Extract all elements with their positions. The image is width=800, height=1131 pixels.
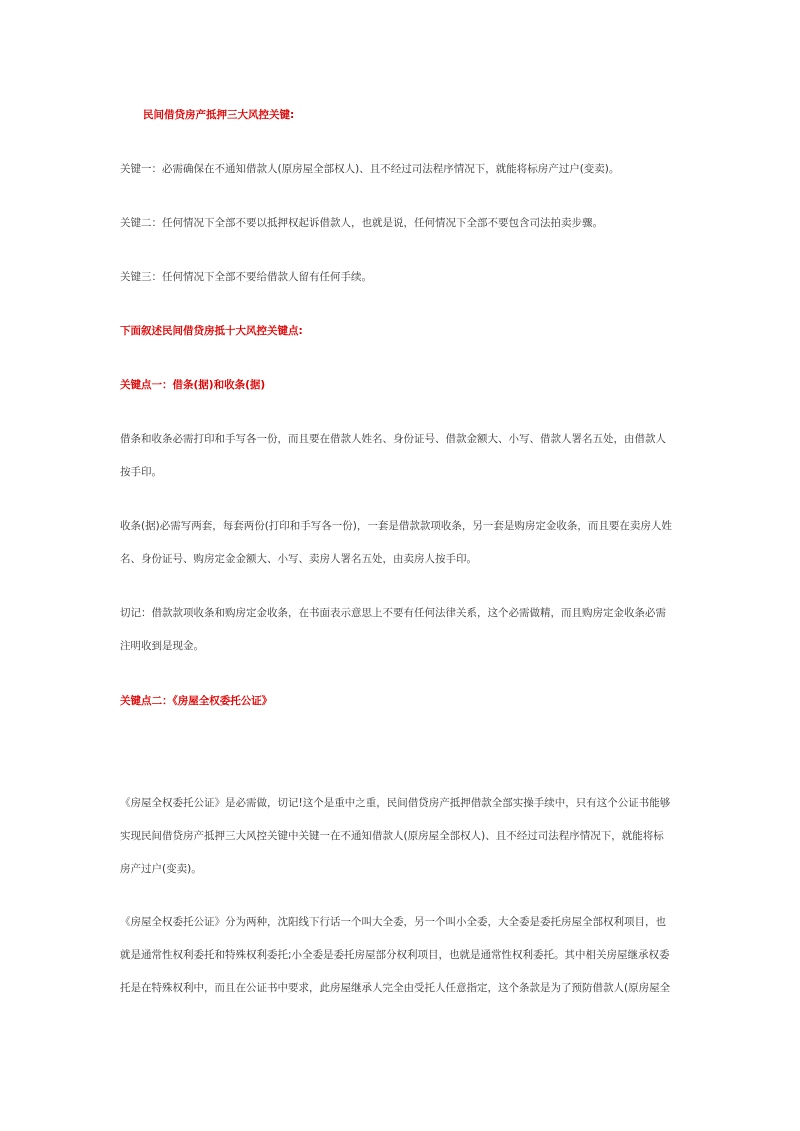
key-two-text: 关键二：任何情况下全部不要以抵押权起诉借款人，也就是说，任何情况下全部不要包含司法拍卖步骤。 [120, 217, 603, 229]
paragraph-line: 借条和收条必需打印和手写各一份，而且要在借款人姓名、身份证号、借款金额大、小写、借款人署名五处，由借款人 [120, 433, 666, 445]
key-one-text: 关键一：必需确保在不通知借款人(原房屋全部权人)、且不经过司法程序情况下，就能将标房产过户(变卖)。 [120, 163, 620, 175]
point-one-heading: 关键点一：借条(据)和收条(据) [120, 379, 266, 391]
key-three-text: 关键三：任何情况下全部不要给借款人留有任何手续。 [120, 271, 372, 283]
section-heading: 下面叙述民间借贷房抵十大风控关键点: [120, 325, 303, 337]
paragraph-line: 《房屋全权委托公证》分为两种，沈阳线下行话一个叫大全委，另一个叫小全委，大全委是委托房屋全部权利项目，也 [120, 916, 666, 928]
paragraph-line: 切记：借款款项收条和购房定金收条，在书面表示意思上不要有任何法律关系，这个必需做精，而且购房定金收条必需 [120, 607, 666, 619]
paragraph-line: 托是在特殊权利中，而且在公证书中要求，此房屋继承人完全由受托人任意指定，这个条款是为了预防借款人(原房屋全 [120, 982, 671, 994]
paragraph-line: 《房屋全权委托公证》是必需做，切记!这个是重中之重，民间借贷房产抵押借款全部实操手续中，只有这个公证书能够 [120, 797, 671, 809]
paragraph-line: 名、身份证号、购房定金金额大、小写、卖房人署名五处，由卖房人按手印。 [120, 553, 477, 565]
paragraph-line: 注明收到是现金。 [120, 640, 204, 652]
document-title: 民间借贷房产抵押三大风控关键: [143, 109, 295, 121]
paragraph-line: 房产过户(变卖)。 [120, 863, 202, 875]
paragraph-line: 就是通常性权利委托和特殊权利委托;小全委是委托房屋部分权利项目，也就是通常性权利委托。其中相关房屋继承权委 [120, 949, 670, 961]
paragraph-line: 按手印。 [120, 466, 162, 478]
point-two-heading: 关键点二：《房屋全权委托公证》 [120, 695, 273, 707]
paragraph-line: 收条(据)必需写两套，每套两份(打印和手写各一份)，一套是借款款项收条，另一套是购房定金收条，而且要在卖房人姓 [120, 520, 672, 532]
paragraph-line: 实现民间借贷房产抵押三大风控关键中关键一在不通知借款人(原房屋全部权人)、且不经过司法程序情况下，就能将标 [120, 830, 664, 842]
